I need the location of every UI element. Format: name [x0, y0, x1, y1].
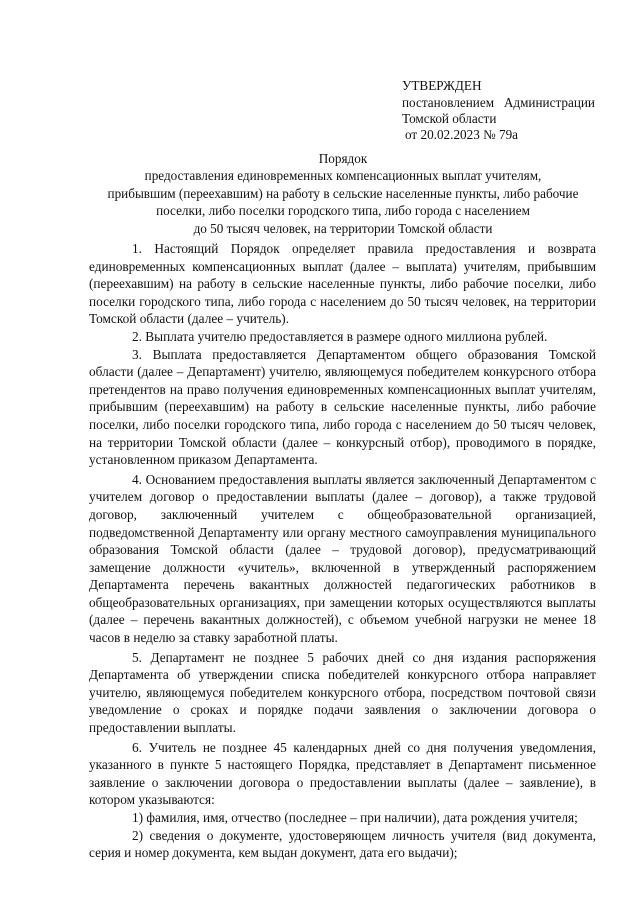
paragraph-2: 2. Выплата учителю предоставляется в размере одного миллиона рублей.: [132, 328, 548, 344]
paragraph-1: 1. Настоящий Порядок определяет правила предоставления и возврата единовременных компенсационных выплат (далее – выплата) учителям, прибывшим (переехавшим) на работу в сельские населенные пункты, либо рабочие поселки, либо поселки городского типа, либо города с населением до 50 тысяч человек, на территории Томской области (далее – учитель).: [89, 241, 596, 327]
approval-decree-word: постановлением: [402, 95, 495, 110]
title-line-1: Порядок: [318, 151, 368, 166]
title-line-2: предоставления единовременных компенсационных выплат учителям,: [144, 168, 542, 184]
document-body: [89, 240, 596, 862]
document-title: [80, 150, 606, 237]
title-line-4: поселки, либо поселки городского типа, либо города с населением: [156, 203, 530, 219]
paragraph-3: 3. Выплата предоставляется Департаментом общего образования Томской области (далее – Департамент) учителю, являющемуся победителем конкурсного отбора претендентов на право получения единовременных компенсационных выплат учителям, прибывшим (переехавшим) на работу в сельские населенные пункты, либо рабочие поселки, либо поселки городского типа, либо города с населением до 50 тысяч человек, на территории Томской области (далее – конкурсный отбор), проводимого в порядке, установленном приказом Департамента.: [89, 346, 596, 468]
paragraph-6: 6. Учитель не позднее 45 календарных дней со дня получения уведомления, указанного в пункте 5 настоящего Порядка, представляет в Департамент письменное заявление о заключении договора о предоставлении выплаты (далее – заявление), в котором указываются:: [89, 739, 596, 808]
approval-decree-line: [402, 95, 595, 111]
approval-stamp: [402, 78, 602, 143]
approval-decree-org: Администрации: [503, 95, 595, 110]
paragraph-4: 4. Основанием предоставления выплаты является заключенный Департаментом с учителем договор о предоставлении выплаты (далее – договор), а также трудовой договор, заключенный учителем с общеобразовательной организацией, подведомственной Департаменту или органу местного самоуправления муниципального образования Томской области (далее – трудовой договор), предусматривающий замещение должности «учитель», включенной в утвержденный распоряжением Департамента перечень вакантных должностей педагогических работников в общеобразовательных организациях, при замещении которых осуществляются выплаты (далее – перечень вакантных должностей), с объемом учебной нагрузки не менее 18 часов в неделю за ставку заработной платы.: [89, 471, 596, 646]
paragraph-6-item-1: 1) фамилия, имя, отчество (последнее – при наличии), дата рождения учителя;: [132, 810, 578, 825]
approval-date-number: от 20.02.2023 № 79а: [405, 127, 519, 142]
title-line-3: прибывшим (переехавшим) на работу в сельские населенные пункты, либо рабочие: [107, 185, 579, 201]
title-line-5: до 50 тысяч человек, на территории Томской области: [193, 220, 493, 236]
approval-region: Томской области: [402, 111, 497, 126]
approval-heading: УТВЕРЖДЕН: [402, 78, 482, 93]
paragraph-6-item-2: 2) сведения о документе, удостоверяющем личность учителя (вид документа, серия и номер документа, кем выдан документ, дата его выдачи);: [89, 827, 596, 861]
paragraph-5: 5. Департамент не позднее 5 рабочих дней со дня издания распоряжения Департамента об утверждении списка победителей конкурсного отбора направляет учителю, являющемуся победителем конкурсного отбора, посредством почтовой связи уведомление о сроках и порядке подачи заявления о заключении договора о предоставлении выплаты.: [89, 649, 596, 736]
